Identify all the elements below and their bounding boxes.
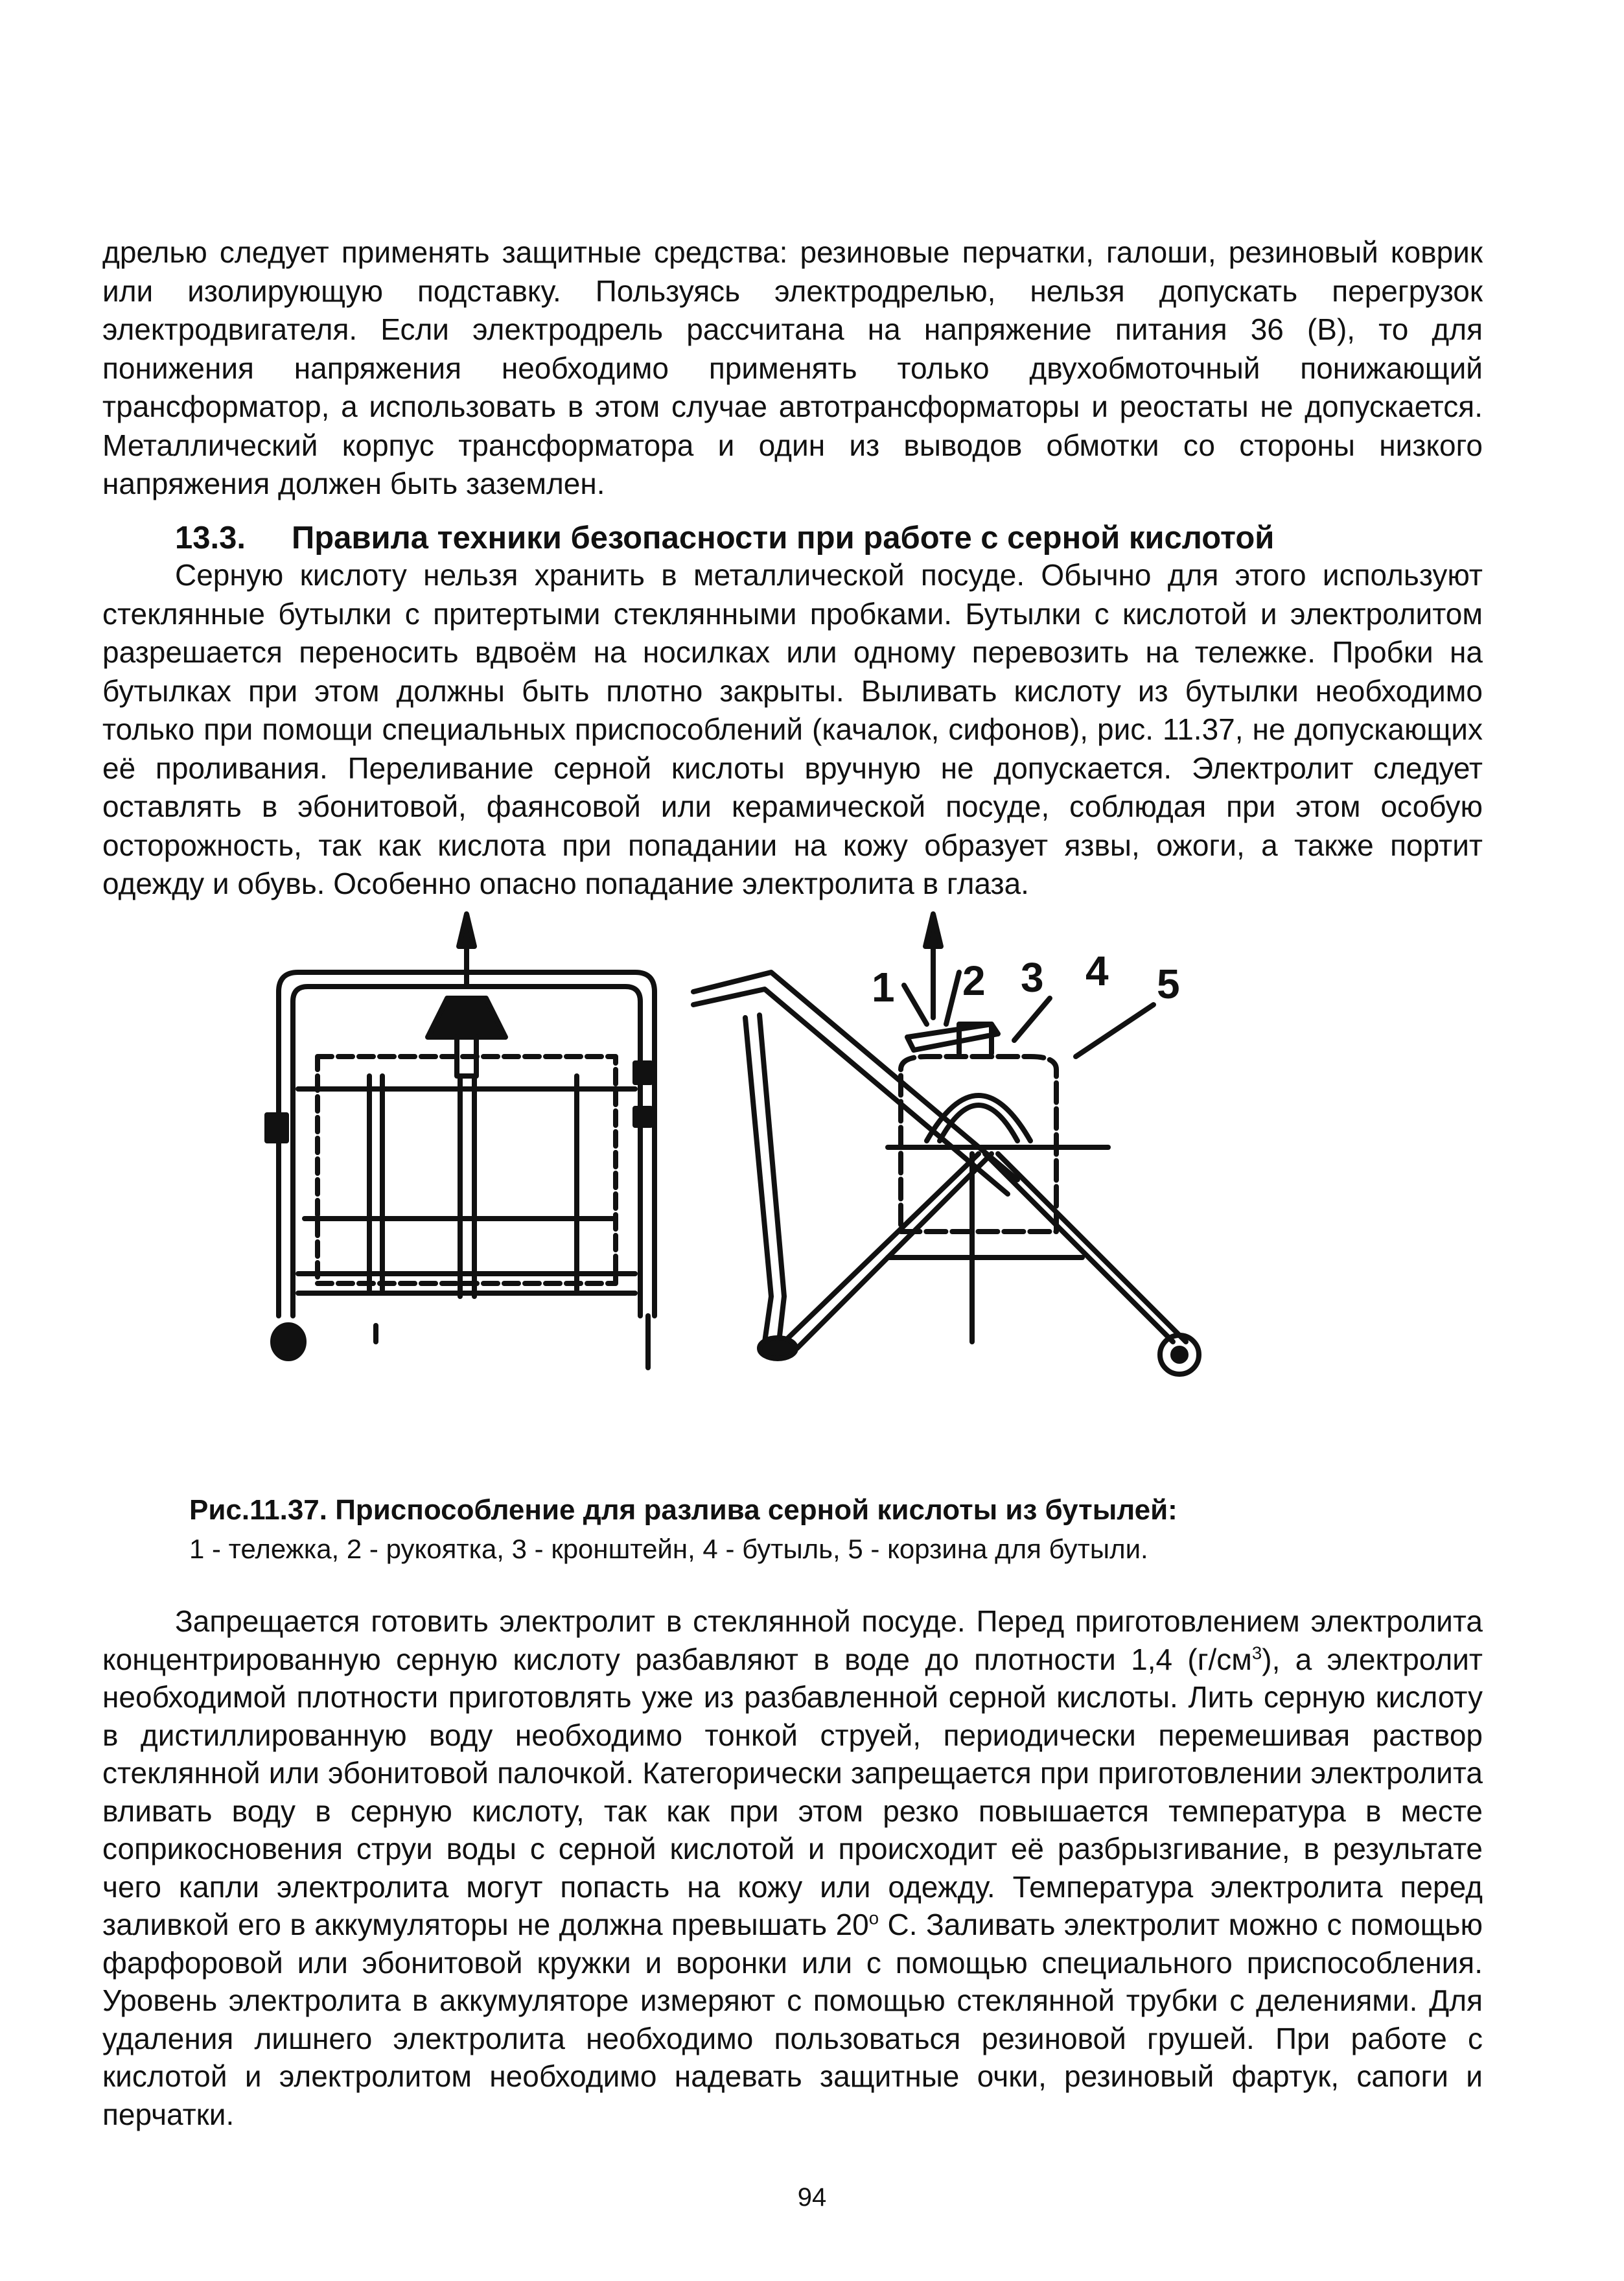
figure-label-4: 4 (1085, 948, 1109, 994)
paragraph-3-part-2: ), а электролит необходимой плотности приготовлять уже из разбавленной серной кислоты. Лить серную кислоту в дистиллированную воду необходимо тонкой струей, периодически перемешивая раствор стеклянной или эбонитовой палочкой. Категорически запрещается при приготовлении электролита вливать воду в серную кислоту, так как при этом резко повышается температура в месте соприкосновения струи воды с серной кислотой и происходит её разбрызгивание, в результате чего капли электролита могут попасть на кожу или одежду. Температура электролита перед заливкой его в аккумуляторы не должна превышать 20 (102, 1642, 1483, 1941)
paragraph-electrodrill-safety: дрелью следует применять защитные средства: резиновые перчатки, галоши, резиновый коврик или изолирующую подставку. Пользуясь электродрелью, нельзя допускать перегрузок электродвигателя. Если электродрель рассчитана на напряжение питания 36 (В), то для понижения напряжения необходимо применять только двухобмоточный понижающий трансформатор, а использовать в этом случае автотрансформаторы и реостаты не допускается. Металлический корпус трансформатора и один из выводов обмотки со стороны низкого напряжения должен быть заземлен. (102, 235, 1483, 500)
page-number: 94 (797, 2183, 827, 2212)
side-view-drawing (693, 914, 1199, 1374)
figure-acid-pouring-device (253, 895, 1367, 1478)
figure-label-5: 5 (1157, 961, 1180, 1007)
section-heading (175, 519, 1274, 557)
figure-caption-legend: 1 - тележка, 2 - рукоятка, 3 - кронштейн, 4 - бутыль, 5 - корзина для бутыли. (189, 1534, 1148, 1564)
figure-caption-title: Рис.11.37. Приспособление для разлива серной кислоты из бутылей: (189, 1494, 1177, 1526)
figure-label-1: 1 (872, 964, 895, 1011)
superscript-cubic: 3 (1251, 1643, 1262, 1663)
paragraph-acid-storage: Серную кислоту нельзя хранить в металлической посуде. Обычно для этого используют стеклянные бутылки с притертыми стеклянными пробками. Бутылки с кислотой и электролитом разрешается переносить вдвоём на носилках или одному перевозить на тележке. Пробки на бутылках при этом должны быть плотно закрыты. Выливать кислоту из бутылки необходимо только при помощи специальных приспособлений (качалок, сифонов), рис. 11.37, не допускающих её проливания. Переливание серной кислоты вручную не допускается. Электролит следует оставлять в эбонитовой, фаянсовой или керамической посуде, соблюдая при этом особую осторожность, так как кислота при попадании на кожу образует язвы, ожоги, а также портит одежду и обувь. Особенно опасно попадание электролита в глаза. (102, 558, 1483, 900)
section-number: 13.3. (175, 521, 246, 556)
paragraph-3-part-1: Запрещается готовить электролит в стеклянной посуде. Перед приготовлением электролита концентрированную серную кислоту разбавляют в воде до плотности 1,4 (г/см (102, 1604, 1483, 1676)
paragraph-3-part-3: С. Заливать электролит можно с помощью фарфоровой или эбонитовой кружки и воронки или с помощью специального приспособления. Уровень электролита в аккумуляторе измеряют с помощью стеклянной трубки с делениями. Для удаления лишнего электролита необходимо пользоваться резиновой грушей. При работе с кислотой и электролитом необходимо надевать защитные очки, резиновый фартук, сапоги и перчатки. (102, 1908, 1483, 2131)
figure-label-2: 2 (962, 957, 986, 1004)
section-title: Правила техники безопасности при работе с серной кислотой (292, 521, 1275, 556)
figure-label-3: 3 (1021, 954, 1044, 1001)
superscript-degree: о (868, 1908, 879, 1928)
paragraph-electrolyte-preparation (102, 1602, 1483, 2133)
front-view-drawing (267, 914, 655, 1368)
